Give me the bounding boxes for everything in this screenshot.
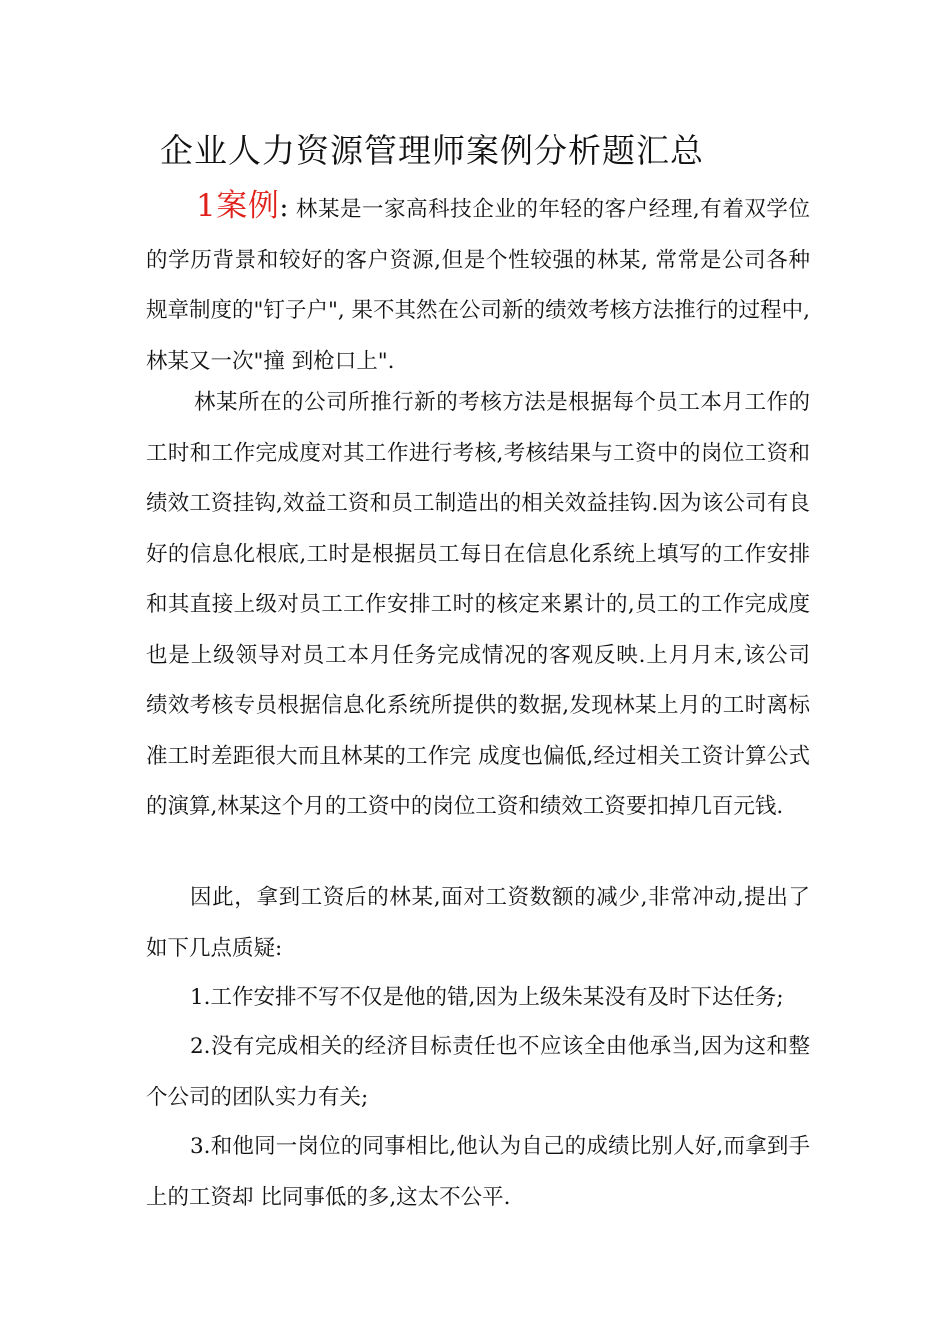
paragraph-text: 林某是一家高科技企业的年轻的客户经理,有着双学位的学历背景和较好的客户资源,但是个性较强的林某, 常常是公司各种规章制度的"钉子户", 果不其然在公司新的绩效考核方法推行的过程中, 林某又一次"撞 到枪口上". bbox=[146, 197, 810, 374]
assessment-method-paragraph: 林某所在的公司所推行新的考核方法是根据每个员工本月工作的工时和工作完成度对其工作进行考核,考核结果与工资中的岗位工资和绩效工资挂钩,效益工资和员工制造出的相关效益挂钩.因为该公司有良好的信息化根底,工时是根据员工每日在信息化系统上填写的工作安排和其直接上级对员工工作安排工时的核定来累计的,员工的工作完成度也是上级领导对员工本月任务完成情况的客观反映.上月月末,该公司 绩效考核专员根据信息化系统所提供的数据,发现林某上月的工时离标准工时差距很大而且林某的工作完 成度也偏低,经过相关工资计算公式的演算,林某这个月的工资中的岗位工资和绩效工资要扣掉几百元钱. bbox=[146, 390, 810, 819]
case-intro-paragraph bbox=[146, 181, 810, 387]
case-label: 1案例 bbox=[196, 188, 280, 224]
case-colon: : bbox=[279, 192, 289, 223]
complaint-intro-paragraph: 因此，拿到工资后的林某,面对工资数额的减少,非常冲动,提出了如下几点质疑: bbox=[146, 885, 810, 961]
list-item-2: 2.没有完成相关的经济目标责任也不应该全由他承当,因为这和整 个公司的团队实力有关; bbox=[146, 1034, 810, 1110]
list-item-1: 1.工作安排不写不仅是他的错,因为上级朱某没有及时下达任务; bbox=[190, 985, 784, 1010]
list-item-3: 3.和他同一岗位的同事相比,他认为自己的成绩比别人好,而拿到手上的工资却 比同事低的多,这太不公平. bbox=[146, 1134, 810, 1210]
document-title: 企业人力资源管理师案例分析题汇总 bbox=[160, 131, 704, 170]
